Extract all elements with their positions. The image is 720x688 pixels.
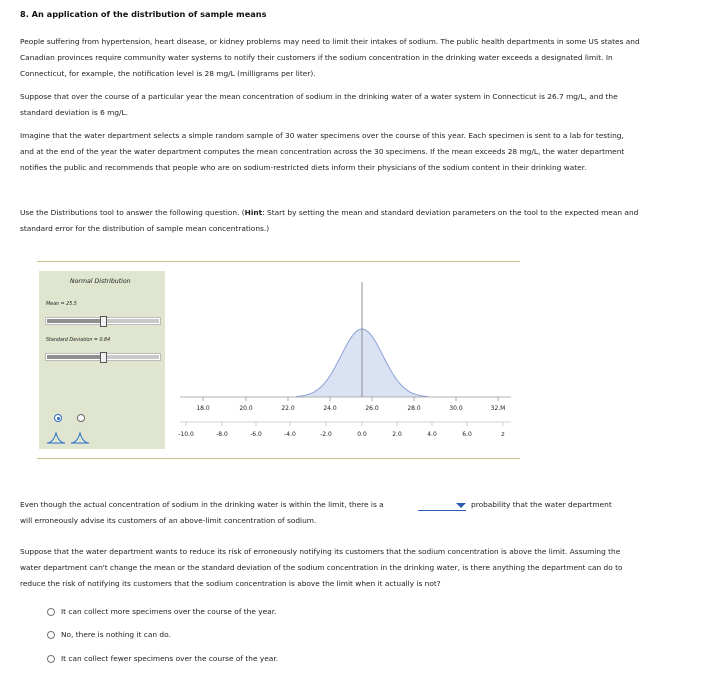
paragraph-reduce-risk: Suppose that the water department wants to reduce its risk of erroneously notifying its customers that the sodium concentration is above the limit. Assuming the water department can't change the mean or the standard deviation of the sodium concentration in the drinking water, is there anything the department can do to reduce the risk of notifying its customers that the sodium concentration is above the limit when it actually is not? xyxy=(20,547,623,588)
z-tick-label: 0.0 xyxy=(357,431,367,438)
z-tick-label: z xyxy=(501,431,505,438)
paragraph-sampling: Imagine that the water department selects a simple random sample of 30 water specimens over the course of this year. Each specimen is sent to a lab for testing, and at the end of the year the water department computes the mean concentration across the 30 specimens. If the mean exceeds 28 mg/L, the water department notifies the public and recommends that people who are on sodium-restricted diets inform their physicians of the sodium content in their drinking water. xyxy=(20,131,625,172)
mode-radio-upper[interactable] xyxy=(54,414,62,422)
option-nothing[interactable] xyxy=(47,630,447,642)
option-fewer-specimens-radio[interactable] xyxy=(47,655,55,663)
probability-dropdown[interactable] xyxy=(418,501,466,511)
paragraph-parameters: Suppose that over the course of a particular year the mean concentration of sodium in the drinking water of a water system in Connecticut is 26.7 mg/L, and the standard deviation is 6 mg/L. xyxy=(20,92,618,117)
x-tick-label: 24.0 xyxy=(323,405,337,412)
z-tick-label: 2.0 xyxy=(392,431,402,438)
z-tick-label: -2.0 xyxy=(320,431,332,438)
instructions-text-pre: Use the Distributions tool to answer the following question. ( xyxy=(20,208,245,217)
axis-ticks xyxy=(178,397,505,438)
question-title: 8. An application of the distribution of sample means xyxy=(20,9,267,19)
mean-label: Mean = 25.5 xyxy=(46,302,77,307)
mean-slider-handle[interactable] xyxy=(100,316,107,327)
z-tick-label: -6.0 xyxy=(250,431,262,438)
paragraph-instructions xyxy=(20,205,640,237)
tail-icons xyxy=(46,430,92,444)
mode-radio-lower[interactable] xyxy=(77,414,85,422)
x-tick-label: 26.0 xyxy=(365,405,379,412)
two-tail-icon[interactable] xyxy=(71,433,89,443)
option-more-specimens-label: It can collect more specimens over the course of the year. xyxy=(61,607,277,616)
hint-label: Hint xyxy=(244,208,263,217)
x-tick-label: 18.0 xyxy=(196,405,210,412)
x-tick-label: 30.0 xyxy=(449,405,463,412)
option-more-specimens[interactable] xyxy=(47,607,447,619)
probability-sentence-tail: probability that the water department xyxy=(471,500,612,509)
sd-slider-fill xyxy=(47,355,103,359)
x-tick-label: 20.0 xyxy=(239,405,253,412)
option-fewer-specimens-label: It can collect fewer specimens over the course of the year. xyxy=(61,654,279,663)
paragraph-intro: People suffering from hypertension, heart disease, or kidney problems may need to limit their intakes of sodium. The public health departments in some US states and Canadian provinces require community water systems to notify their customers if the sodium concentration in the drinking water exceeds a designated limit. In Connecticut, for example, the notification level is 28 mg/L (milligrams per liter). xyxy=(20,37,640,78)
one-tail-icon[interactable] xyxy=(47,433,65,443)
sd-slider-handle[interactable] xyxy=(100,352,107,363)
z-tick-label: -4.0 xyxy=(284,431,296,438)
tool-bottom-border xyxy=(37,458,520,459)
x-tick-label: 22.0 xyxy=(281,405,295,412)
mean-slider-fill xyxy=(47,319,103,323)
option-more-specimens-radio[interactable] xyxy=(47,608,55,616)
x-tick-label: 28.0 xyxy=(407,405,421,412)
option-fewer-specimens[interactable] xyxy=(47,654,447,666)
probability-sentence: Even though the actual concentration of sodium in the drinking water is within the limit, there is a xyxy=(20,500,384,509)
sd-slider[interactable] xyxy=(46,354,160,360)
option-nothing-radio[interactable] xyxy=(47,631,55,639)
z-tick-label: 4.0 xyxy=(427,431,437,438)
tool-title: Normal Distribution xyxy=(70,278,131,285)
option-nothing-label: No, there is nothing it can do. xyxy=(61,630,171,639)
z-tick-label: -8.0 xyxy=(216,431,228,438)
x-tick-label: 32.M xyxy=(490,405,506,412)
sd-label: Standard Deviation = 0.84 xyxy=(46,338,111,343)
normal-distribution-plot xyxy=(166,262,520,458)
mean-slider[interactable] xyxy=(46,318,160,324)
probability-sentence-line2: will erroneously advise its customers of an above-limit concentration of sodium. xyxy=(20,516,317,525)
chevron-down-icon xyxy=(456,503,466,508)
z-tick-label: -10.0 xyxy=(178,431,194,438)
z-tick-label: 6.0 xyxy=(462,431,472,438)
instructions-text-post: : Start by setting the mean and standard deviation parameters on the tool to the expected mean and standard error for the distribution of sample mean concentrations.) xyxy=(20,208,639,233)
